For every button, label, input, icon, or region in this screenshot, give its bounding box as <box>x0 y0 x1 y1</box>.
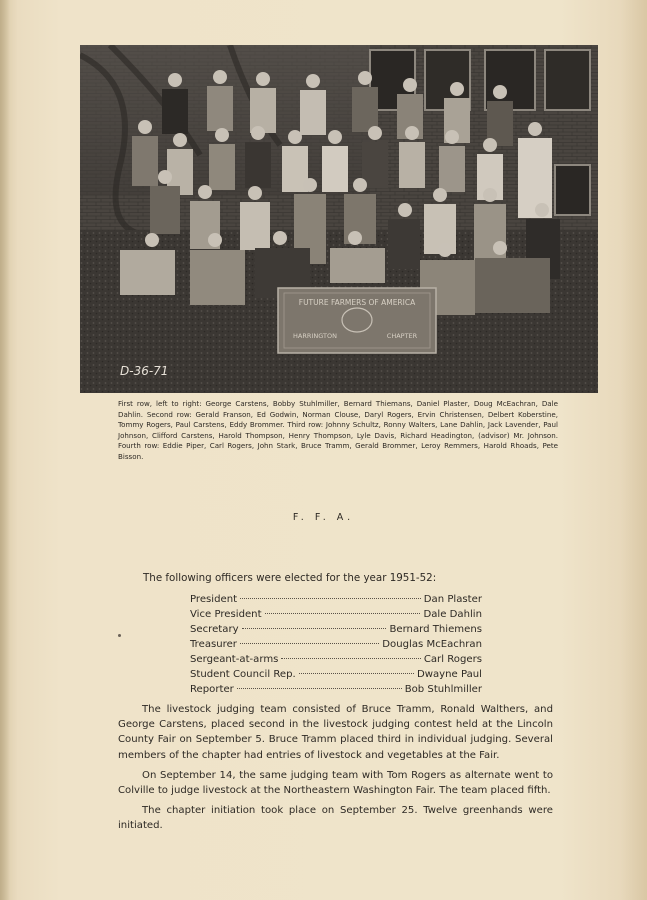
officer-row <box>190 594 482 609</box>
page-gutter-shadow <box>0 0 10 900</box>
paragraph-livestock-judging: The livestock judging team consisted of Bruce Tramm, Ronald Walthers, and George Carstens, placed second in the livestock judging contest held at the Lincoln County Fair on September 5. Bruce Tramm placed third in individual judging. Several members of the chapter had entries of livestock and vegetables at the Fair. <box>118 704 553 761</box>
officer-row <box>190 639 482 654</box>
paragraph-initiation: The chapter initiation took place on September 25. Twelve greenhands were initiated. <box>118 805 553 832</box>
page-speck <box>118 634 121 637</box>
section-heading: F. F. A. <box>292 512 355 523</box>
officer-row <box>190 654 482 669</box>
officers-list <box>190 594 482 699</box>
officer-name: Dan Plaster <box>423 594 482 605</box>
dot-leader <box>281 658 420 659</box>
photo-caption: First row, left to right: George Carstens, Bobby Stuhlmiller, Bernard Thiemans, Daniel Plaster, Doug McEachran, Dale Dahlin. Second row: Gerald Franson, Ed Godwin, Norman Clouse, Daryl Rogers, Ervin Christensen, Delbert Koberstine, Tommy Rogers, Paul Carstens, Eddy Brommer. Third row: Johnny Schultz, Ronny Walters, Lane Dahlin, Jack Lavender, Paul Johnson, Clifford Carstens, Harold Thompson, Henry Thompson, Lyle Davis, Richard Headington, (advisor) Mr. Johnson. Fourth row: Eddie Piper, Carl Rogers, John Stark, Bruce Tramm, Gerald Brommer, Leroy Remmers, Harold Rhoads, Pete Bisson. <box>118 399 558 461</box>
banner-line3: CHAPTER <box>386 332 418 340</box>
group-photo <box>80 45 598 393</box>
officers-intro: The following officers were elected for the year 1951-52: <box>143 572 437 584</box>
dot-leader <box>299 673 414 674</box>
officer-role: President <box>190 594 238 605</box>
paragraph-colville-fair: On September 14, the same judging team with Tom Rogers as alternate went to Colville to judge livestock at the Northeastern Washington Fair. The team placed fifth. <box>118 770 553 797</box>
dot-leader <box>237 688 402 689</box>
group-photo-illustration <box>80 45 598 393</box>
officer-row <box>190 684 482 699</box>
officer-name: Bernard Thiemens <box>389 624 482 635</box>
officer-name: Bob Stuhlmiller <box>404 684 482 695</box>
banner-line2: HARRINGTON <box>293 332 337 340</box>
officer-role: Vice President <box>190 609 262 620</box>
dot-leader <box>240 598 421 599</box>
dot-leader <box>265 613 421 614</box>
officer-row <box>190 609 482 624</box>
dot-leader <box>240 643 379 644</box>
officer-name: Carl Rogers <box>423 654 482 665</box>
officer-row <box>190 669 482 684</box>
officer-role: Secretary <box>190 624 239 635</box>
officer-role: Reporter <box>190 684 234 695</box>
officer-role: Student Council Rep. <box>190 669 296 680</box>
banner-line1: FUTURE FARMERS OF AMERICA <box>298 298 416 307</box>
officer-name: Dwayne Paul <box>416 669 482 680</box>
photo-negative-code: D-36-71 <box>120 364 169 378</box>
officer-role: Sergeant-at-arms <box>190 654 279 665</box>
officer-row <box>190 624 482 639</box>
ffa-banner <box>278 288 436 353</box>
officer-name: Douglas McEachran <box>382 639 482 650</box>
officer-name: Dale Dahlin <box>423 609 482 620</box>
officer-role: Treasurer <box>190 639 237 650</box>
dot-leader <box>242 628 387 629</box>
